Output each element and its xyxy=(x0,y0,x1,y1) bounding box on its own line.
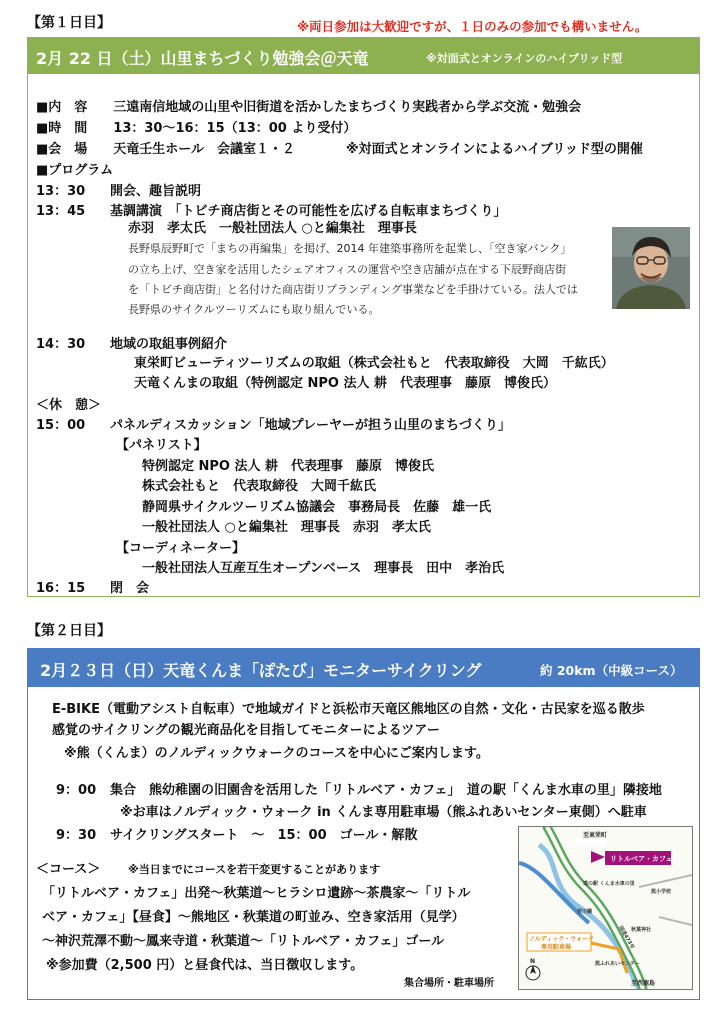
day1-label: 【第１日目】 xyxy=(27,15,111,31)
schedule-time: 9：00 xyxy=(56,783,97,798)
day2-title: 2月２３日（日）天竜くんま「ぽたび」モニターサイクリング xyxy=(40,661,482,680)
day2-title-note: 約 20km（中級コース） xyxy=(540,663,683,678)
course-label: ＜コース＞ xyxy=(36,862,101,877)
parking-note: ※お車はノルディック・ウォーク in くんま専用駐車場（熊ふれあいセンター東側）へ駐車 xyxy=(120,805,647,820)
map-nordic-label: ノルディック・ウォーク xyxy=(529,936,595,943)
panelist: 株式会社もと 代表取締役 大岡千紘氏 xyxy=(142,479,377,494)
program-label: ■プログラム xyxy=(36,163,114,178)
day2-label: 【第２日目】 xyxy=(27,623,111,639)
map-place-label: 宮川橋 xyxy=(577,909,593,915)
course-line: 〜神沢荒澤不動〜鳳来寺道・秋葉道〜「リトルベア・カフェ」ゴール xyxy=(42,934,445,949)
map-caption: 集合場所・駐車場所 xyxy=(404,978,494,989)
day1-venue: ■会 場 天竜壬生ホール 会議室１・２ xyxy=(36,142,296,157)
access-map xyxy=(518,826,693,990)
map-station-label: 道の駅 くんま水車の里 xyxy=(583,881,635,887)
north-label: N xyxy=(530,958,536,965)
map-place-label: 熊小学校 xyxy=(651,889,672,895)
participation-note: ※両日参加は大歓迎ですが、１日のみの参加でも構いません。 xyxy=(297,19,648,34)
day1-title: 2月 22 日（土）山里まちづくり勉強会＠天竜 xyxy=(36,49,369,68)
map-cafe-label: リトルベア・カフェ xyxy=(610,855,673,863)
program-time: 16：15 xyxy=(36,581,86,596)
map-place-label: 秋葉神社 xyxy=(631,927,652,933)
schedule-item: 集合 熊幼稚園の旧園舎を活用した「リトルベア・カフェ」 道の駅「くんま水車の里」隣接地 xyxy=(110,783,662,798)
program-time: 13：45 xyxy=(36,204,86,219)
day1-content: ■内 容 三遠南信地域の山里や旧街道を活かしたまちづくり実践者から学ぶ交流・勉強会 xyxy=(36,100,582,115)
case-study: 天竜くんまの取組（特例認定 NPO 法人 耕 代表理事 藤原 博俊氏） xyxy=(134,376,557,391)
map-nordic-parking-label: 専用駐車場 xyxy=(541,944,572,951)
speaker-bio-line: 長野県のサイクルツーリズムにも取り組んでいる。 xyxy=(128,303,380,316)
program-item: 開会、趣旨説明 xyxy=(110,184,202,199)
panelist-label: 【パネリスト】 xyxy=(116,438,207,453)
day2-intro: E-BIKE（電動アシスト自転車）で地域ガイドと浜松市天竜区熊地区の自然・文化・古民家を巡る散歩 xyxy=(52,702,645,717)
course-line: ベア・カフェ」【昼食】〜熊地区・秋葉道の町並み、空き家活用（見学） xyxy=(42,910,465,925)
map-top-label: 至東栄町 xyxy=(583,832,608,839)
program-item: 地域の取組事例紹介 xyxy=(110,337,228,352)
keynote-speaker: 赤羽 孝太氏 一般社団法人 ○と編集社 理事長 xyxy=(128,221,417,236)
coordinator: 一般社団法人互産互生オープンベース 理事長 田中 孝治氏 xyxy=(142,561,505,576)
panelist: 特例認定 NPO 法人 耕 代表理事 藤原 博俊氏 xyxy=(142,459,435,474)
speaker-bio-line: の立ち上げ、空き家を活用したシェアオフィスの運営や空き店舗が点在する下辰野商店街 xyxy=(128,263,567,276)
break-label: ＜休 憩＞ xyxy=(36,398,102,413)
day2-intro-note: ※熊（くんま）のノルディックウォークのコースを中心にご案内します。 xyxy=(64,746,489,761)
day2-header-bar xyxy=(28,649,699,687)
day1-header-bar xyxy=(28,38,699,74)
schedule-time: 9：30 xyxy=(56,828,97,843)
speaker-portrait xyxy=(612,227,690,309)
coordinator-label: 【コーディネーター】 xyxy=(116,541,245,556)
panelist: 静岡県サイクルツーリズム協議会 事務局長 佐藤 雄一氏 xyxy=(142,500,492,515)
program-item: 閉 会 xyxy=(110,581,150,596)
case-study: 東栄町ビューティツーリズムの取組（株式会社もと 代表取締役 大岡 千紘氏） xyxy=(134,356,614,371)
program-time: 13：30 xyxy=(36,184,86,199)
map-bottom-label: 至西鹿島 xyxy=(631,980,656,987)
map-center-label: 熊ふれあいセンター xyxy=(595,961,640,967)
schedule-item: サイクリングスタート 〜 15：00 ゴール・解散 xyxy=(110,828,418,843)
day2-intro: 感覚のサイクリングの観光商品化を目指してモニターによるツアー xyxy=(52,723,440,738)
map-route-label: 国道473号 xyxy=(617,925,636,951)
day1-time: ■時 間 13：30〜16：15（13：00 より受付） xyxy=(36,121,357,136)
panelist: 一般社団法人 ○と編集社 理事長 赤羽 孝太氏 xyxy=(142,520,431,535)
fee-note: ※参加費（2,500 円）と昼食代は、当日徴収します。 xyxy=(46,958,364,973)
day1-title-note: ※対面式とオンラインのハイブリッド型 xyxy=(426,52,623,65)
program-item: パネルディスカッション「地域プレーヤーが担う山里のまちづくり」 xyxy=(110,418,511,433)
day1-venue-note: ※対面式とオンラインによるハイブリッド型の開催 xyxy=(346,142,643,157)
program-time: 15：00 xyxy=(36,418,86,433)
program-time: 14：30 xyxy=(36,337,86,352)
speaker-bio-line: 長野県辰野町で「まちの再編集」を掲げ、2014 年建築事務所を起業し、「空き家バンク」 xyxy=(128,242,572,255)
course-note: ※当日までにコースを若干変更することがあります xyxy=(128,863,381,876)
speaker-bio-line: を「トビチ商店街」と名付けた商店街リブランディング事業などを手掛けている。法人では xyxy=(128,283,578,296)
course-line: 「リトルベア・カフェ」出発〜秋葉道〜ヒラシロ遺跡〜茶農家〜「リトル xyxy=(42,886,471,901)
program-item: 基調講演 「トビチ商店街とその可能性を広げる自転車まちづくり」 xyxy=(110,204,507,219)
